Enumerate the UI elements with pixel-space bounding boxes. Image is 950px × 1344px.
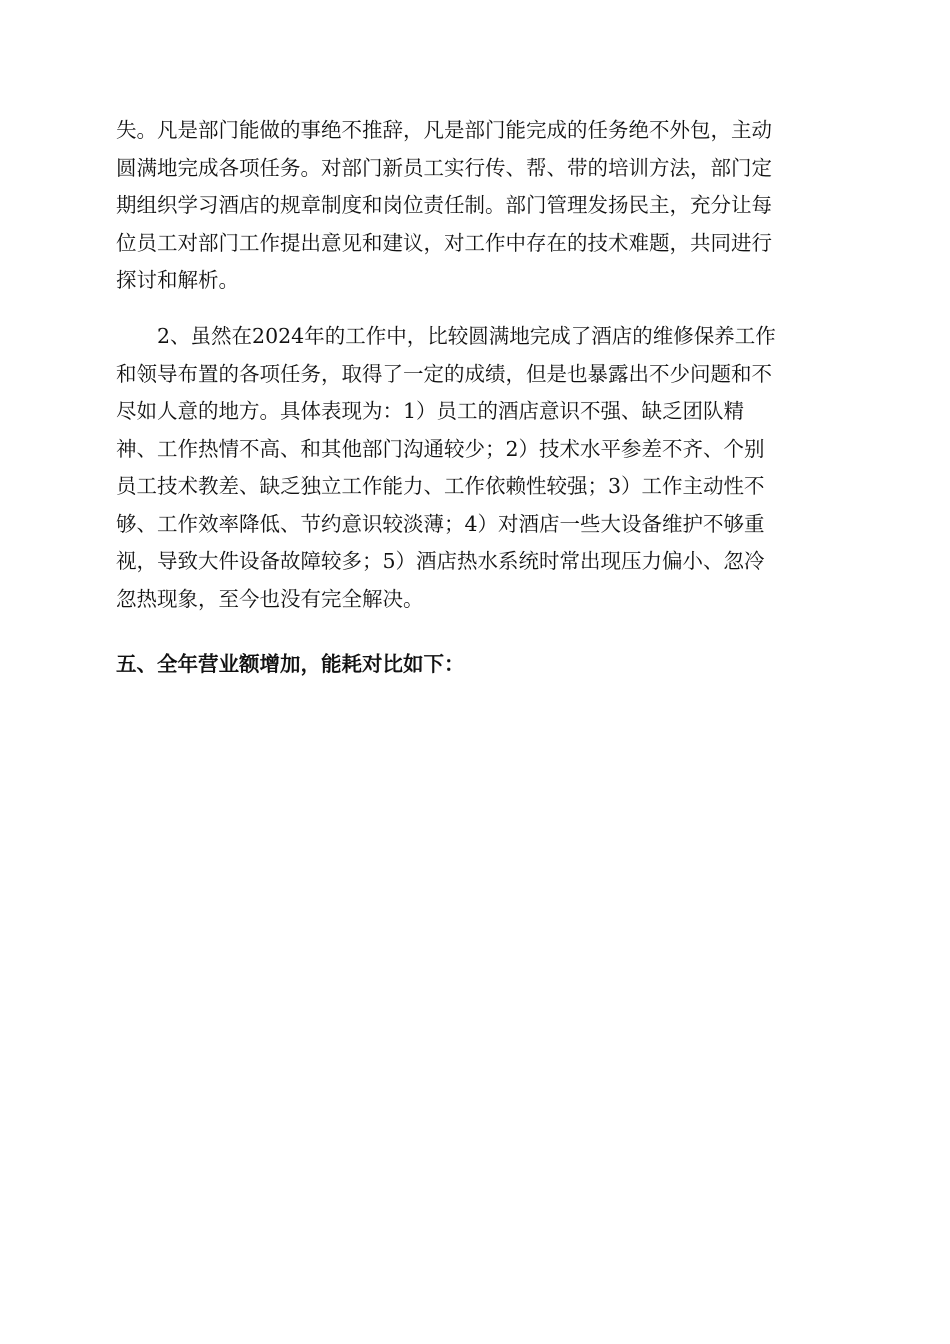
paragraph-line: 圆满地完成各项任务。对部门新员工实行传、帮、带的培训方法，部门定 [116, 155, 772, 180]
section-heading: 五、全年营业额增加，能耗对比如下： [116, 652, 465, 676]
paragraph-line: 够、工作效率降低、节约意识较淡薄；4）对酒店一些大设备维护不够重 [116, 511, 765, 536]
paragraph-continuation [116, 112, 836, 300]
paragraph-line: 尽如人意的地方。具体表现为：1）员工的酒店意识不强、缺乏团队精 [116, 399, 745, 423]
paragraph-line: 失。凡是部门能做的事绝不推辞，凡是部门能完成的任务绝不外包，主动 [116, 118, 772, 142]
paragraph-problems [116, 318, 836, 618]
paragraph-line: 忽热现象，至今也没有完全解决。 [116, 586, 424, 611]
paragraph-line: 探讨和解析。 [116, 268, 239, 292]
paragraph-line: 位员工对部门工作提出意见和建议，对工作中存在的技术难题，共同进行 [116, 230, 772, 255]
paragraph-line: 和领导布置的各项任务，取得了一定的成绩，但是也暴露出不少问题和不 [116, 361, 772, 386]
paragraph-line: 2、虽然在2024年的工作中，比较圆满地完成了酒店的维修保养工作 [116, 324, 776, 348]
paragraph-line: 员工技术教差、缺乏独立工作能力、工作依赖性较强；3）工作主动性不 [116, 474, 765, 498]
paragraph-line: 视，导致大件设备故障较多；5）酒店热水系统时常出现压力偏小、忽冷 [116, 549, 765, 573]
paragraph-line: 期组织学习酒店的规章制度和岗位责任制。部门管理发扬民主，充分让每 [116, 193, 772, 217]
paragraph-line: 神、工作热情不高、和其他部门沟通较少；2）技术水平参差不齐、个别 [116, 436, 765, 461]
